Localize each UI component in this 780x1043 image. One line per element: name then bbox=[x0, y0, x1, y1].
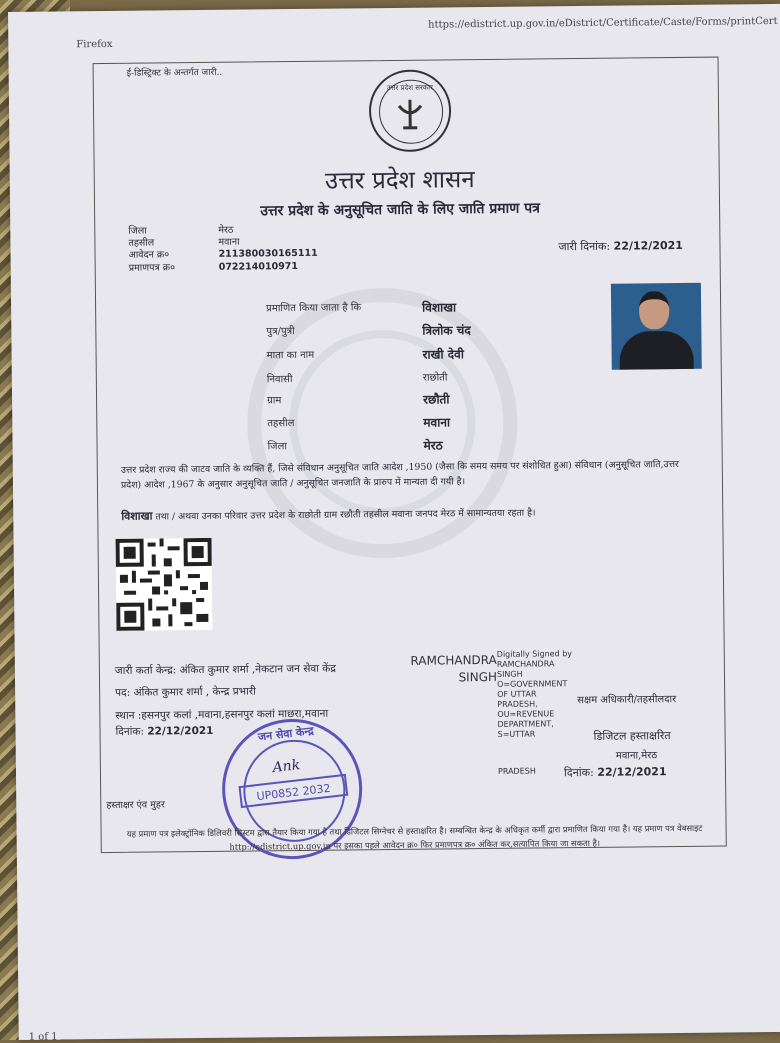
meta-tehsil: तहसील मवाना bbox=[128, 236, 240, 249]
page-indicator: 1 of 1 bbox=[28, 1031, 58, 1043]
verification-qr-code-icon bbox=[116, 538, 213, 631]
officer-place: मवाना,मेरठ bbox=[615, 750, 658, 762]
residence-statement: विशाखा तथा / अथवा उनका परिवार उत्तर प्रदेश के राछोती ग्राम रछौती तहसील मवाना जनपद मेरठ में सामान्यतया रहता है। bbox=[121, 507, 536, 523]
seal-code: UP0852 2032 bbox=[238, 774, 348, 808]
meta-certificate-no: प्रमाणपत्र क्र० 072214010971 bbox=[128, 260, 299, 274]
digital-signed-label: डिजिटल हस्ताक्षरित bbox=[593, 729, 671, 743]
certificate-subtitle: उत्तर प्रदेश के अनुसूचित जाति के लिए जाति प्रमाण पत्र bbox=[260, 200, 540, 220]
officer-title: सक्षम अधिकारी/तहसीलदार bbox=[577, 694, 677, 707]
issuer-place: स्थान :हसनपुर कलां ,मवाना,हसनपुर कलां माछरा,मवाना bbox=[115, 707, 329, 722]
browser-label: Firefox bbox=[76, 38, 113, 51]
seal-text: जन सेवा केन्द्र bbox=[257, 724, 315, 744]
emblem-text: उत्तर प्रदेश सरकार bbox=[386, 83, 433, 93]
emblem-glyph-icon bbox=[371, 71, 450, 150]
certificate-sheet: Firefox https://edistrict.up.gov.in/eDistrict/Certificate/Caste/Forms/printCert 1 of 1 ई-डिस्ट्रिक्ट के अन्तर्गत जारी.. उत्तर प्रदेश सरकार उत्तर प्रदेश शासन उत्तर प्रदेश के अनुसूचित जाति के लिए जाति प्रमाण पत्र जिला मेरठ तहसील मवाना आवेदन क्र० 211380030165111 प्रमाणपत्र क्र० 072214010971 जारी दिनांक: 22/12/2021 प्रमाणित किया जाता है कि विशाखा पुत्र/पुत्री त्रिलोक चंद माता का नाम राखी देवी निवासी राछोती ग्राम रछौती तहसील मवाना जिला मेरठ उत्तर प्रदेश राज्य की जाटव जाति के व्यक्ति हैं, जिसे संविधान अनुसूचित जाति आदेश ,1950 (जैसा कि समय समय पर संशोधित हुआ) संविधान (अनुसूचित जाति,उत्तर प्रदेश) आदेश ,1967 के अनुसार अनुसूचित जाति / अनुसूचित जनजाति के प्रारुप में मान्यता दी गयी है। विशाखा तथा / अथवा उनका परिवार उत्तर प्रदेश के राछोती ग्राम रछौती तहसील मवाना जनपद मेरठ में सामान्यतया रहता है। जारी कर्ता केन्द्र: अंकित कुमार शर्मा ,नेकटान जन सेवा केंद्र पद: अंकित कुमार शर्मा , केन्द्र प्रभारी स्थान :हसनपुर कलां ,मवाना,हसनपुर कलां माछरा,मवाना दिनांक: 22/12/2021 RAMCHANDRA SINGH Digitally Signed by RAMCHANDRA SINGH O=GOVERNMENT OF UTTAR PRADESH, OU=REVENUE DEPARTMENT, S=UTTAR PRADESH सक्षम अधिकारी/तहसीलदार डिजिटल हस्ताक्षरित मवाना,मेरठ दिनांक: 22/12/2021 जन सेवा केन्द्र Ank UP0852 2032 हस्ताक्षर एंव मुहर यह प्रमाण पत्र इलेक्ट्रॉनिक डिलिवरी सिस्टम द्वारा तैयार किया गया है तथा डिजिटल सिग्नेचर से हस्ताक्षरित है। सम्बन्धित केन्द्र के अधिकृत कर्मी द्वारा प्रमाणित किया गया है। यह प्रमाण पत्र वेबसाइट http://edistrict.up.gov.in पर इसका पहले आवेदन क्र० फिर प्रमाणपत्र क्र० अंकित कर,सत्यापित किया जा सकता है। bbox=[8, 4, 780, 1040]
signature-state: PRADESH bbox=[497, 766, 536, 776]
meta-application-no: आवेदन क्र० 211380030165111 bbox=[128, 247, 318, 261]
issuing-center: जारी कर्ता केन्द्र: अंकित कुमार शर्मा ,नेकटान जन सेवा केंद्र bbox=[114, 662, 336, 677]
issuer-post: पद: अंकित कुमार शर्मा , केन्द्र प्रभारी bbox=[115, 685, 256, 699]
signer-name: RAMCHANDRA SINGH bbox=[410, 652, 498, 685]
applicant-photo bbox=[611, 283, 702, 370]
edistrict-note: ई-डिस्ट्रिक्ट के अन्तर्गत जारी.. bbox=[126, 67, 223, 79]
up-government-emblem-icon bbox=[369, 69, 452, 152]
issuer-date: दिनांक: 22/12/2021 bbox=[115, 724, 214, 738]
verification-footer: यह प्रमाण पत्र इलेक्ट्रॉनिक डिलिवरी सिस्टम द्वारा तैयार किया गया है तथा डिजिटल सिग्नेचर से हस्ताक्षरित है। सम्बन्धित केन्द्र के अधिकृत कर्मी द्वारा प्रमाणित किया गया है। यह प्रमाण पत्र वेबसाइट http://edistrict.up.gov.in पर इसका पहले आवेदन क्र० फिर प्रमाणपत्र क्र० अंकित कर,सत्यापित किया जा सकता है। bbox=[126, 822, 703, 852]
signature-and-seal-label: हस्ताक्षर एंव मुहर bbox=[106, 799, 165, 812]
caste-statement: उत्तर प्रदेश राज्य की जाटव जाति के व्यक्ति हैं, जिसे संविधान अनुसूचित जाति आदेश ,1950 (जैसा कि समय समय पर संशोधित हुआ) संविधान (अनुसूचित जाति,उत्तर प्रदेश) आदेश ,1967 के अनुसार अनुसूचित जाति / अनुसूचित जनजाति के प्रारुप में मान्यता दी गयी है। bbox=[120, 459, 679, 491]
officer-date: दिनांक: 22/12/2021 bbox=[563, 765, 667, 780]
seal-signature: Ank bbox=[271, 757, 301, 777]
meta-district: जिला मेरठ bbox=[128, 224, 234, 237]
issue-date: जारी दिनांक: 22/12/2021 bbox=[558, 238, 683, 254]
print-url: https://edistrict.up.gov.in/eDistrict/Certificate/Caste/Forms/printCert bbox=[428, 15, 778, 31]
page-title: उत्तर प्रदेश शासन bbox=[324, 165, 475, 195]
digital-signature-block: Digitally Signed by RAMCHANDRA SINGH O=GOVERNMENT OF UTTAR PRADESH, OU=REVENUE DEPARTMENT, S=UTTAR bbox=[496, 649, 573, 739]
